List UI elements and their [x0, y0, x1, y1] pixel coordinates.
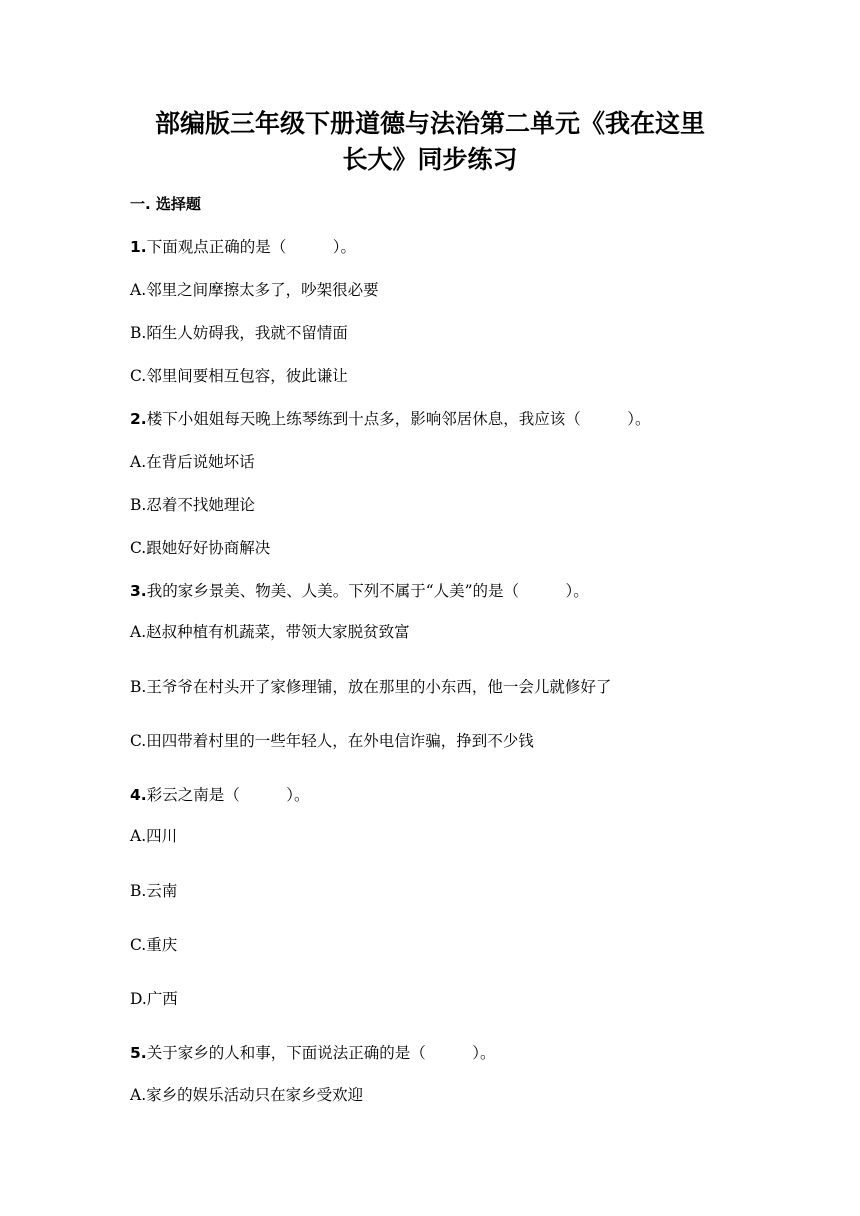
- q1-option-a: A.邻里之间摩擦太多了，吵架很必要: [130, 281, 379, 299]
- q2-option-b: B.忍着不找她理论: [130, 496, 255, 514]
- q4-option-c: C.重庆: [130, 936, 178, 954]
- q3-option-c: C.田四带着村里的一些年轻人，在外电信诈骗，挣到不少钱: [130, 732, 534, 750]
- question-number: 5.: [130, 1044, 147, 1062]
- question-text: 关于家乡的人和事，下面说法正确的是（ ）。: [146, 1044, 496, 1062]
- question-number: 3.: [130, 582, 147, 600]
- q3-option-a: A.赵叔种植有机蔬菜，带领大家脱贫致富: [130, 623, 410, 641]
- q2-option-c: C.跟她好好协商解决: [130, 539, 271, 557]
- question-text: 我的家乡景美、物美、人美。下列不属于“人美”的是（ ）。: [146, 582, 589, 600]
- q5-option-a: A.家乡的娱乐活动只在家乡受欢迎: [130, 1086, 364, 1104]
- page-title-line-1: 部编版三年级下册道德与法治第二单元《我在这里: [154, 109, 705, 138]
- question-1: [130, 235, 356, 257]
- page-title-line-2: 长大》同步练习: [342, 145, 518, 174]
- question-3: [130, 579, 589, 601]
- section-title: 一. 选择题: [130, 195, 201, 213]
- q4-option-d: D.广西: [130, 990, 178, 1008]
- q1-option-b: B.陌生人妨碍我，我就不留情面: [130, 324, 348, 342]
- q3-option-b: B.王爷爷在村头开了家修理铺，放在那里的小东西，他一会儿就修好了: [130, 678, 612, 696]
- question-number: 4.: [130, 786, 147, 804]
- question-4: [130, 783, 309, 805]
- question-2: [130, 407, 650, 429]
- question-number: 1.: [130, 238, 147, 256]
- question-5: [130, 1041, 495, 1063]
- question-text: 下面观点正确的是（ ）。: [146, 238, 356, 256]
- question-number: 2.: [130, 410, 147, 428]
- q4-option-a: A.四川: [130, 827, 178, 845]
- question-text: 彩云之南是（ ）。: [146, 786, 310, 804]
- q1-option-c: C.邻里间要相互包容，彼此谦让: [130, 367, 348, 385]
- question-text: 楼下小姐姐每天晚上练琴练到十点多，影响邻居休息，我应该（ ）。: [146, 410, 651, 428]
- q2-option-a: A.在背后说她坏话: [130, 453, 255, 471]
- q4-option-b: B.云南: [130, 882, 178, 900]
